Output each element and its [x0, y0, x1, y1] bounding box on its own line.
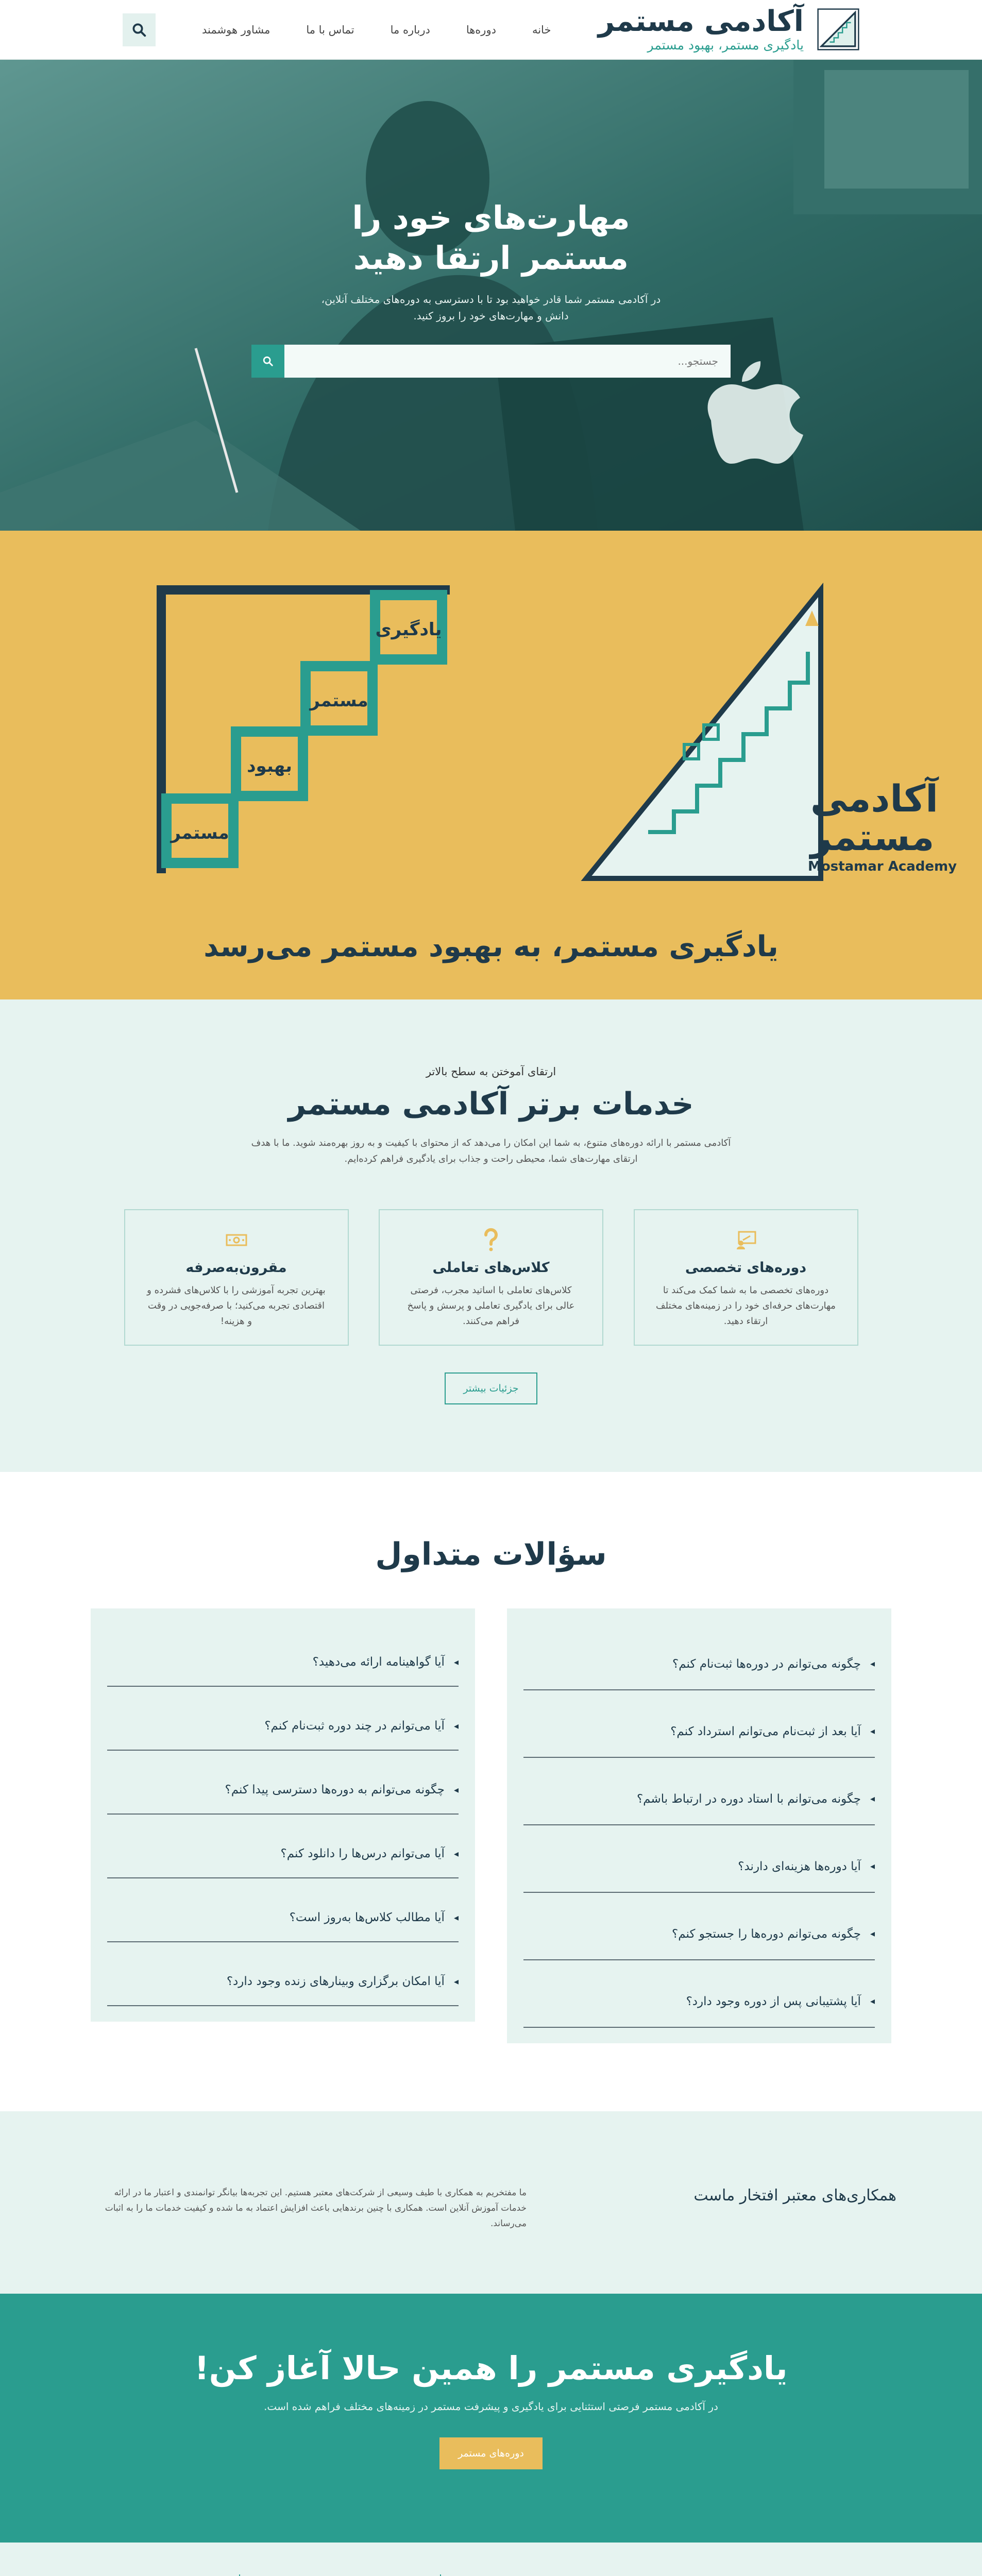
- partners-title: همکاری‌های معتبر افتخار ماست: [693, 2187, 896, 2205]
- hero-title-line2: مستمر ارتقا دهید: [353, 239, 629, 277]
- hero-subtitle: در آکادمی مستمر شما قادر خواهید بود تا با دسترسی به دوره‌های مختلف آنلاین، دانش و مهارت‌های خود را بروز کنید.: [321, 293, 661, 322]
- search-icon: [131, 22, 147, 38]
- faq-item[interactable]: [523, 1960, 875, 2028]
- faq-question: آیا می‌توانم در چند دوره ثبت‌نام کنم؟: [264, 1719, 445, 1733]
- question-icon: [483, 1229, 499, 1251]
- faq-question: آیا مطالب کلاس‌ها به‌روز است؟: [289, 1911, 445, 1924]
- staircase-tiles: [161, 590, 450, 873]
- faq-item[interactable]: [107, 1942, 459, 2006]
- caret-left-icon: ◂: [870, 1928, 875, 1939]
- nav-home[interactable]: خانه: [532, 23, 551, 36]
- faq-question: آیا پشتیبانی پس از دوره وجود دارد؟: [686, 1994, 861, 2008]
- hero-search-button[interactable]: [251, 345, 284, 378]
- caret-left-icon: ◂: [870, 1726, 875, 1737]
- site-footer: [0, 2543, 982, 2576]
- service-cards: [124, 1209, 858, 1346]
- faq-question: آیا گواهینامه ارائه می‌دهید؟: [312, 1655, 445, 1669]
- money-icon: [225, 1232, 248, 1248]
- faq-question: آیا بعد از ثبت‌نام می‌توانم استرداد کنم؟: [670, 1724, 861, 1738]
- hero-section: [0, 60, 982, 531]
- faq-item[interactable]: [523, 1825, 875, 1893]
- faq-column-left: [91, 1608, 475, 2022]
- faq-column-right: [507, 1608, 891, 2043]
- faq-question: چگونه می‌توانم دوره‌ها را جستجو کنم؟: [672, 1927, 861, 1941]
- partners-section: [0, 2111, 982, 2294]
- faq-item[interactable]: [107, 1623, 459, 1687]
- faq-section: [0, 1472, 982, 2111]
- main-nav: [123, 13, 551, 46]
- teacher-icon: [735, 1230, 757, 1250]
- card-title: مقرون‌به‌صرفه: [185, 1260, 287, 1276]
- more-details-button[interactable]: جزئیات بیشتر: [445, 1372, 537, 1404]
- search-icon: [262, 355, 274, 367]
- cta-section: [0, 2294, 982, 2543]
- hero-title-line1: مهارت‌های خود را: [352, 199, 630, 236]
- faq-question: آیا می‌توانم درس‌ها را دانلود کنم؟: [280, 1847, 445, 1860]
- card-text: دوره‌های تخصصی ما به شما کمک می‌کند تا مهارت‌های حرفه‌ای خود را در زمینه‌های مختلف ارتقاء دهید.: [656, 1285, 836, 1327]
- services-section: [0, 999, 982, 1472]
- services-title: خدمات برتر آکادمی مستمر: [288, 1086, 694, 1122]
- caret-left-icon: ◂: [453, 1976, 459, 1987]
- footer-brand[interactable]: [489, 2572, 902, 2576]
- tile-learning: یادگیری: [375, 619, 442, 640]
- faq-item[interactable]: [107, 1815, 459, 1878]
- brand-tagline: یادگیری مستمر، بهبود مستمر: [647, 38, 804, 53]
- cta-title: یادگیری مستمر را همین حالا آغاز کن!: [194, 2349, 788, 2387]
- faq-item[interactable]: [107, 1687, 459, 1751]
- caret-left-icon: ◂: [453, 1848, 459, 1859]
- nav-courses[interactable]: دوره‌ها: [466, 23, 496, 36]
- cta-subtitle: در آکادمی مستمر فرصتی استثنایی برای یادگیری و پیشرفت مستمر در زمینه‌های مختلف فراهم شده است.: [264, 2400, 718, 2413]
- faq-item[interactable]: [107, 1751, 459, 1815]
- faq-question: چگونه می‌توانم در دوره‌ها ثبت‌نام کنم؟: [672, 1657, 861, 1671]
- tile-improvement: بهبود: [247, 756, 292, 776]
- caret-left-icon: ◂: [453, 1912, 459, 1923]
- brand[interactable]: [598, 4, 859, 53]
- slogan-banner: [0, 531, 982, 999]
- caret-left-icon: ◂: [870, 1793, 875, 1804]
- caret-left-icon: ◂: [453, 1720, 459, 1732]
- faq-question: آیا دوره‌ها هزینه‌ای دارند؟: [738, 1859, 861, 1873]
- faq-item[interactable]: [523, 1690, 875, 1758]
- partners-text: ما مفتخریم به همکاری با طیف وسیعی از شرکت‌های معتبر هستیم. این تجربه‌ها بیانگر توانمندی و اعتبار ما در ارائه خدمات آموزش آنلاین است. همکاری با چنین برندهایی باعث افزایش اعتماد به ما شده و کیفیت خدمات ما را به اثبات می‌رساند.: [105, 2188, 527, 2229]
- logo-text-mostamar: مستمر: [810, 816, 935, 859]
- faq-title: سؤالات متداول: [375, 1536, 607, 1572]
- service-card-interactive[interactable]: [379, 1209, 603, 1346]
- faq-item[interactable]: [107, 1878, 459, 1942]
- caret-left-icon: ◂: [453, 1656, 459, 1668]
- banner-illustration: [161, 590, 957, 886]
- academy-logo-icon: [834, 2572, 902, 2576]
- caret-left-icon: ◂: [870, 1658, 875, 1669]
- service-card-specialized[interactable]: [634, 1209, 858, 1346]
- faq-item[interactable]: [523, 1623, 875, 1690]
- nav-smart-advisor[interactable]: مشاور هوشمند: [202, 23, 270, 36]
- academy-logo-icon: [817, 8, 859, 50]
- card-text: کلاس‌های تعاملی با اساتید مجرب، فرصتی عالی برای یادگیری تعاملی و پرسش و پاسخ فراهم می‌کنند.: [407, 1285, 575, 1327]
- caret-left-icon: ◂: [870, 1861, 875, 1872]
- header-search-button[interactable]: [123, 13, 156, 46]
- card-title: کلاس‌های تعاملی: [432, 1260, 550, 1276]
- tile-continuous-1: مستمر: [310, 690, 368, 711]
- card-title: دوره‌های تخصصی: [685, 1260, 807, 1276]
- faq-question: چگونه می‌توانم با استاد دوره در ارتباط باشم؟: [636, 1792, 861, 1806]
- faq-question: آیا امکان برگزاری وبینارهای زنده وجود دارد؟: [226, 1975, 445, 1988]
- hero-content: [0, 198, 982, 378]
- caret-left-icon: ◂: [870, 1996, 875, 2007]
- logo-text-academy: آکادمی: [810, 777, 938, 820]
- services-eyebrow: ارتقای آموختن به سطح بالاتر: [426, 1065, 556, 1078]
- hero-search-bar: [251, 345, 731, 378]
- brand-name: آکادمی مستمر: [598, 4, 804, 38]
- hero-title: [0, 198, 982, 278]
- nav-about[interactable]: درباره ما: [390, 23, 430, 36]
- site-header: [0, 0, 982, 60]
- caret-left-icon: ◂: [453, 1784, 459, 1795]
- academy-logo-large: [586, 590, 957, 878]
- footer-about: [489, 2572, 902, 2576]
- service-card-affordable[interactable]: [124, 1209, 349, 1346]
- cta-courses-button[interactable]: دوره‌های مستمر: [439, 2437, 543, 2469]
- faq-item[interactable]: [523, 1893, 875, 1960]
- nav-contact[interactable]: تماس با ما: [306, 23, 354, 36]
- faq-question: چگونه می‌توانم به دوره‌ها دسترسی پیدا کنم؟: [225, 1783, 445, 1797]
- services-description: آکادمی مستمر با ارائه دوره‌های متنوع، به شما این امکان را می‌دهد که از محتوای با کیفیت و به روز بهره‌مند شوید. ما با هدف ارتقای مهارت‌های شما، محیطی راحت و جذاب برای یادگیری فراهم کرده‌ایم.: [251, 1138, 731, 1164]
- card-text: بهترین تجربه آموزشی را با کلاس‌های فشرده و اقتصادی تجربه می‌کنید؛ با صرفه‌جویی در وقت و هزینه!: [147, 1285, 326, 1327]
- tile-continuous-2: مستمر: [171, 823, 229, 843]
- faq-item[interactable]: [523, 1758, 875, 1825]
- hero-search-input[interactable]: [284, 345, 731, 378]
- logo-latin: Mostamar Academy: [808, 859, 957, 874]
- banner-slogan: یادگیری مستمر، به بهبود مستمر می‌رسد: [204, 930, 778, 963]
